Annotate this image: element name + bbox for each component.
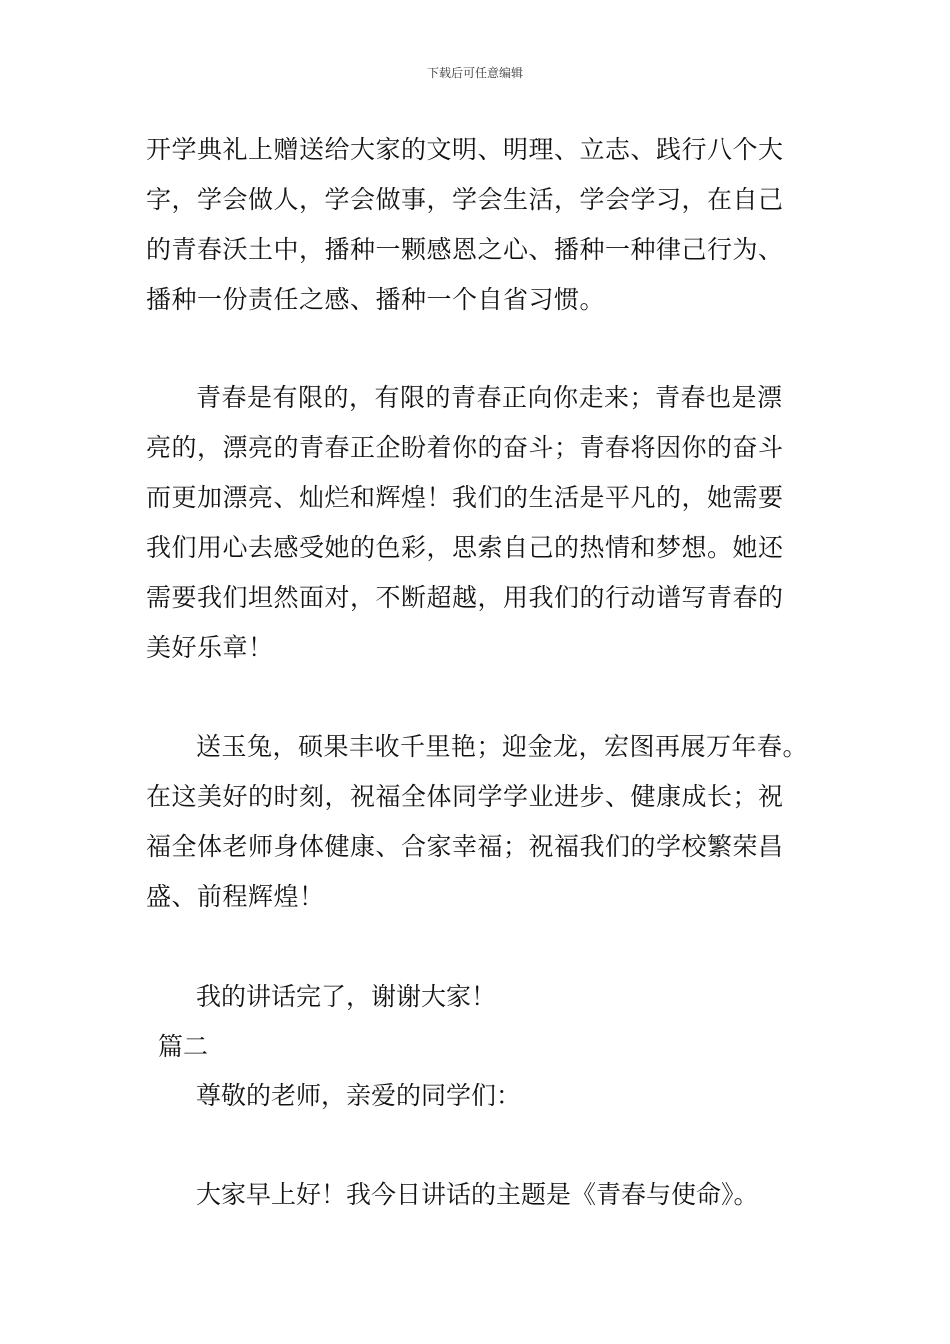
- paragraph-line: 开学典礼上赠送给大家的文明、明理、立志、践行八个大: [146, 135, 784, 164]
- paragraph-2: [146, 373, 846, 673]
- paragraph-line: 需要我们坦然面对，不断超越，用我们的行动谱写青春的: [146, 583, 784, 612]
- closing-line: 我的讲话完了，谢谢大家！: [196, 982, 497, 1011]
- paragraph-line: 在这美好的时刻，祝福全体同学学业进步、健康成长；祝: [146, 782, 784, 811]
- salutation-line: 尊敬的老师，亲爱的同学们：: [196, 1081, 522, 1110]
- opening-line: 大家早上好！我今日讲话的主题是《青春与使命》。: [196, 1180, 759, 1209]
- paragraph-line: 字，学会做人，学会做事，学会生活，学会学习，在自己: [146, 185, 784, 214]
- paragraph-line: 青春是有限的，有限的青春正向你走来；青春也是漂: [196, 383, 783, 412]
- paragraph-3: [146, 722, 846, 922]
- paragraph-line: 福全体老师身体健康、合家幸福；祝福我们的学校繁荣昌: [146, 832, 784, 861]
- paragraph-line: 的青春沃土中，播种一颗感恩之心、播种一种律己行为、: [146, 235, 784, 264]
- paragraph-line: 送玉兔，硕果丰收千里艳；迎金龙，宏图再展万年春。: [196, 732, 809, 761]
- paragraph-line: 而更加漂亮、灿烂和辉煌！我们的生活是平凡的，她需要: [146, 483, 784, 512]
- paragraph-1: [146, 125, 846, 325]
- paragraph-line: 我们用心去感受她的色彩，思索自己的热情和梦想。她还: [146, 533, 784, 562]
- paragraph-line: 盛、前程辉煌！: [146, 882, 325, 911]
- page-header: 下载后可任意编辑: [426, 66, 523, 80]
- section-title: 篇二: [158, 1032, 209, 1061]
- paragraph-line: 播种一份责任之感、播种一个自省习惯。: [146, 285, 606, 314]
- paragraph-line: 美好乐章！: [146, 633, 274, 662]
- paragraph-line: 亮的，漂亮的青春正企盼着你的奋斗；青春将因你的奋斗: [146, 433, 784, 462]
